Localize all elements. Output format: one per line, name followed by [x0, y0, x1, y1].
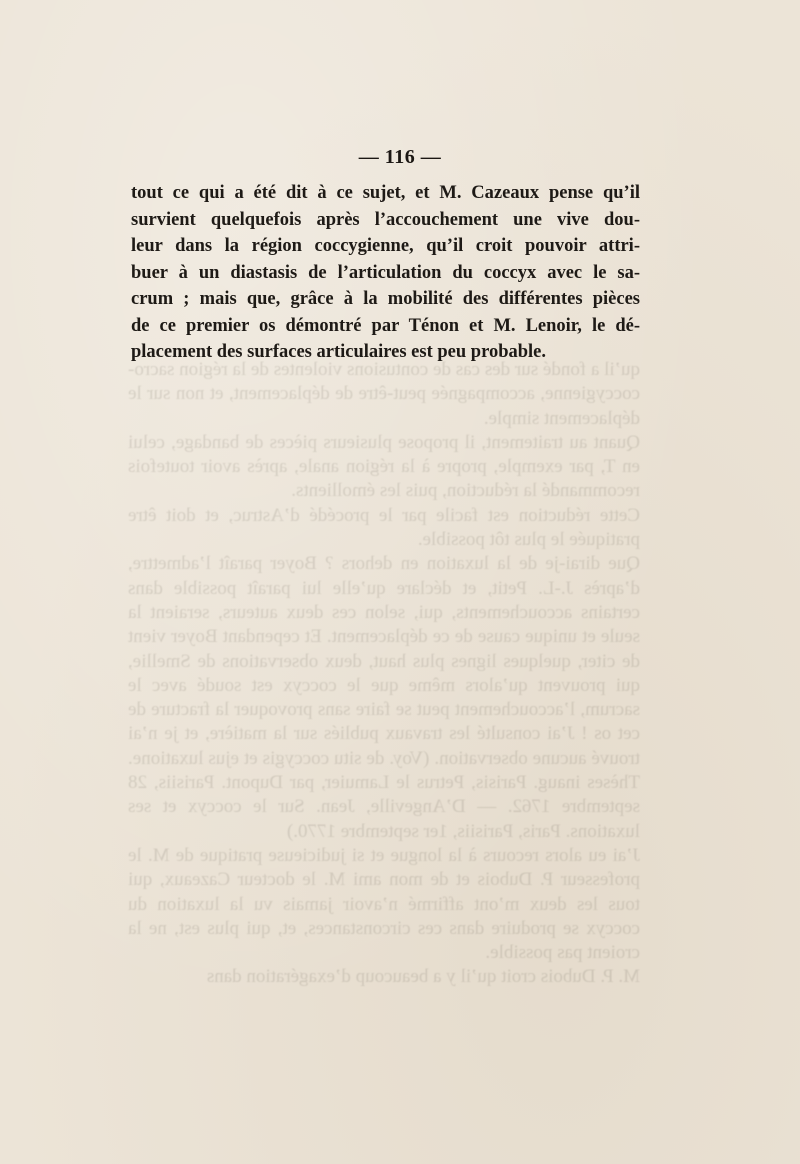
text-line: buer à un diastasis de l’articulation du coccyx avec le sa- — [131, 262, 640, 283]
paragraph — [131, 180, 640, 366]
text-line: crum ; mais que, grâce à la mobilité des différentes pièces — [131, 289, 640, 309]
text-line: placement des surfaces articulaires est peu probable. — [131, 342, 547, 362]
page-number: — 116 — — [358, 146, 442, 168]
text-line: leur dans la région coccygienne, qu’il croit pouvoir attri- — [131, 236, 640, 256]
text-line: survient quelquefois après l’accouchement une vive dou- — [131, 209, 640, 230]
bleed-through-texture: qu’il a fondé sur des cas de contusions violentes de la région sacro-coccygienne, accompagnée peut-être de déplacement, et non sur le déplacement simple. Quant au traitement, il propose plusieurs pièces de bandage, celui en T, par exemple, propre à la région anale, après avoir toutefois recommandé la réduction, puis les émollients. Cette réduction est facile par le procédé d’Astruc, et doit être pratiquée le plus tôt possible. Que dirai-je de la luxation en dehors ? Boyer paraît l’admettre, d’après J.-L. Petit, et déclare qu’elle lui paraît possible dans certains accouchements, qui, selon ces deux auteurs, seraient la seule et unique cause de ce déplacement. Et cependant Boyer vient de citer, quelques lignes plus haut, deux observations de Smellie, qui prouvent qu’alors même que le coccyx est soudé avec le sacrum, l’accouchement peut se faire sans provoquer la fracture de cet os ! J’ai consulté les travaux publiés sur la matière, et je n’ai trouvé aucune observation. (Voy. de situ coccygis et ejus luxatione. Thèses inaug. Parisis, Petrus le Lamuier, par Dupont. Parisiis, 28 septembre 1762. — D’Angeville, Jean. Sur le coccyx et ses luxations. Paris, Parisiis, 1er septembre 1770.) J’ai eu alors recours à la longue et si judicieuse pratique de M. le professeur P. Dubois et de mon ami M. le docteur Cazeaux, qui tous les deux m’ont affirmé n’avoir jamais vu la luxation du coccyx se produire dans ces circonstances, et, qui plus est, ne la croient pas possible. M. P. Dubois croit qu’il y a beaucoup d’exagération dans — [128, 359, 640, 988]
text-line: de ce premier os démontré par Ténon et M. Lenoir, le dé- — [131, 315, 640, 336]
text-line: tout ce qui a été dit à ce sujet, et M. Cazeaux pense qu’il — [131, 183, 640, 203]
